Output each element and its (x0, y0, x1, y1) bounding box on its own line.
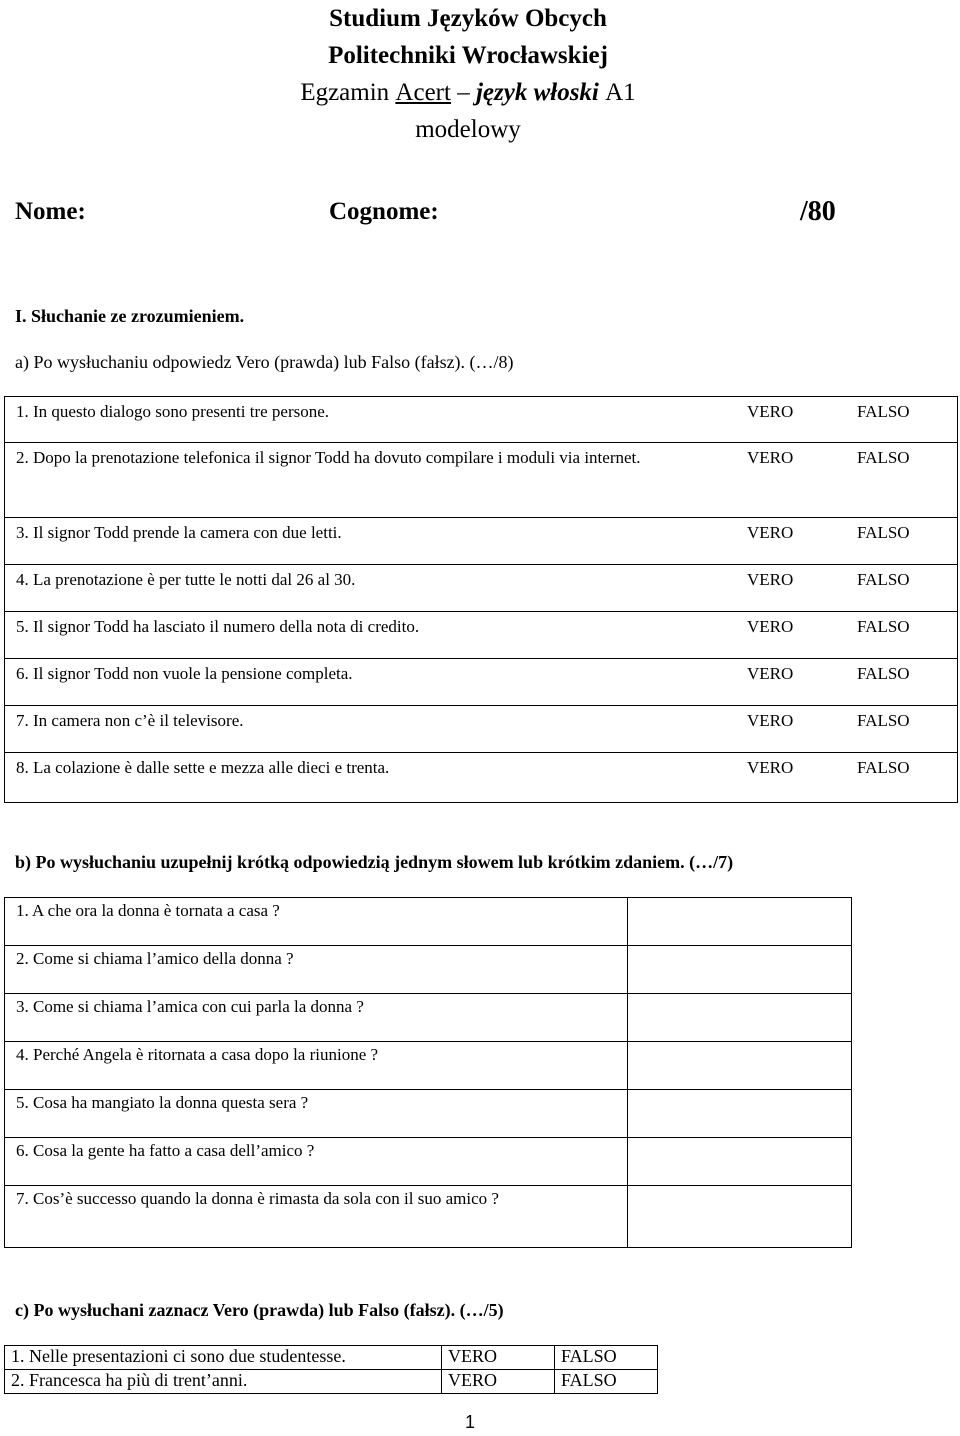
part-a-instruction: a) Po wysłuchaniu odpowiedz Vero (prawda) lub Falso (fałsz). (…/8) (15, 352, 514, 372)
part-c-instruction: c) Po wysłuchani zaznacz Vero (prawda) lub Falso (fałsz). (…/5) (15, 1300, 504, 1320)
name-label: Nome: (15, 198, 86, 225)
question-text: 1. Nelle presentazioni ci sono due studentesse. (5, 1346, 442, 1370)
header-line-4: modelowy (415, 116, 521, 143)
falso-option[interactable]: FALSO (857, 565, 958, 612)
header-level: A1 (605, 79, 636, 106)
answer-field[interactable] (627, 994, 851, 1042)
falso-option[interactable]: FALSO (857, 397, 958, 443)
question-text: 1. A che ora la donna è tornata a casa ? (5, 898, 628, 946)
falso-option[interactable]: FALSO (857, 706, 958, 753)
header-line-3 (0, 74, 936, 111)
answer-field[interactable] (627, 1186, 851, 1248)
falso-option[interactable]: FALSO (857, 518, 958, 565)
part-a-table (4, 396, 958, 803)
table-row (5, 898, 852, 946)
table-row (5, 1090, 852, 1138)
question-text: 4. La prenotazione è per tutte le notti dal 26 al 30. (5, 565, 748, 612)
vero-option[interactable]: VERO (747, 565, 857, 612)
document-header (0, 0, 936, 148)
vero-option[interactable]: VERO (747, 397, 857, 443)
vero-option[interactable]: VERO (442, 1346, 555, 1370)
vero-option[interactable]: VERO (442, 1370, 555, 1394)
question-text: 5. Il signor Todd ha lasciato il numero della nota di credito. (5, 612, 748, 659)
section-title: I. Słuchanie ze zrozumieniem. (15, 306, 245, 326)
question-text: 1. In questo dialogo sono presenti tre persone. (5, 397, 748, 443)
falso-option[interactable]: FALSO (857, 659, 958, 706)
falso-option[interactable]: FALSO (555, 1346, 658, 1370)
question-text: 6. Il signor Todd non vuole la pensione completa. (5, 659, 748, 706)
table-row (5, 612, 958, 659)
falso-option[interactable]: FALSO (857, 443, 958, 518)
falso-option[interactable]: FALSO (555, 1370, 658, 1394)
part-b-instruction: b) Po wysłuchaniu uzupełnij krótką odpowiedzią jednym słowem lub krótkim zdaniem. (…/7) (15, 852, 734, 872)
answer-field[interactable] (627, 946, 851, 994)
part-c-table (4, 1345, 658, 1394)
header-acert: Acert (395, 79, 451, 106)
total-score: /80 (800, 196, 836, 227)
table-row (5, 946, 852, 994)
header-dash: – (457, 79, 470, 106)
table-row (5, 994, 852, 1042)
question-text: 7. In camera non c’è il televisore. (5, 706, 748, 753)
part-b-table (4, 897, 852, 1248)
question-text: 6. Cosa la gente ha fatto a casa dell’amico ? (5, 1138, 628, 1186)
table-row (5, 659, 958, 706)
candidate-row (0, 198, 960, 238)
answer-field[interactable] (627, 1138, 851, 1186)
answer-field[interactable] (627, 1090, 851, 1138)
table-row (5, 1370, 658, 1394)
falso-option[interactable]: FALSO (857, 612, 958, 659)
vero-option[interactable]: VERO (747, 612, 857, 659)
table-row (5, 443, 958, 518)
table-row (5, 565, 958, 612)
table-row (5, 706, 958, 753)
question-text: 3. Come si chiama l’amica con cui parla la donna ? (5, 994, 628, 1042)
table-row (5, 397, 958, 443)
table-row (5, 753, 958, 803)
page-number: 1 (464, 1412, 475, 1432)
header-egzamin: Egzamin (300, 79, 390, 106)
table-row (5, 1186, 852, 1248)
surname-label: Cognome: (329, 198, 439, 225)
vero-option[interactable]: VERO (747, 659, 857, 706)
table-row (5, 1138, 852, 1186)
vero-option[interactable]: VERO (747, 443, 857, 518)
header-language: język włoski (475, 79, 599, 106)
question-text: 2. Dopo la prenotazione telefonica il signor Todd ha dovuto compilare i moduli via internet. (5, 443, 748, 518)
answer-field[interactable] (627, 1042, 851, 1090)
table-row (5, 518, 958, 565)
vero-option[interactable]: VERO (747, 753, 857, 803)
question-text: 3. Il signor Todd prende la camera con due letti. (5, 518, 748, 565)
question-text: 5. Cosa ha mangiato la donna questa sera ? (5, 1090, 628, 1138)
header-line-2: Politechniki Wrocławskiej (328, 42, 608, 69)
question-text: 2. Come si chiama l’amico della donna ? (5, 946, 628, 994)
vero-option[interactable]: VERO (747, 706, 857, 753)
answer-field[interactable] (627, 898, 851, 946)
table-row (5, 1346, 658, 1370)
question-text: 4. Perché Angela è ritornata a casa dopo la riunione ? (5, 1042, 628, 1090)
question-text: 7. Cos’è successo quando la donna è rimasta da sola con il suo amico ? (5, 1186, 628, 1248)
header-line-1: Studium Języków Obcych (329, 5, 607, 32)
table-row (5, 1042, 852, 1090)
question-text: 2. Francesca ha più di trent’anni. (5, 1370, 442, 1394)
falso-option[interactable]: FALSO (857, 753, 958, 803)
vero-option[interactable]: VERO (747, 518, 857, 565)
question-text: 8. La colazione è dalle sette e mezza alle dieci e trenta. (5, 753, 748, 803)
